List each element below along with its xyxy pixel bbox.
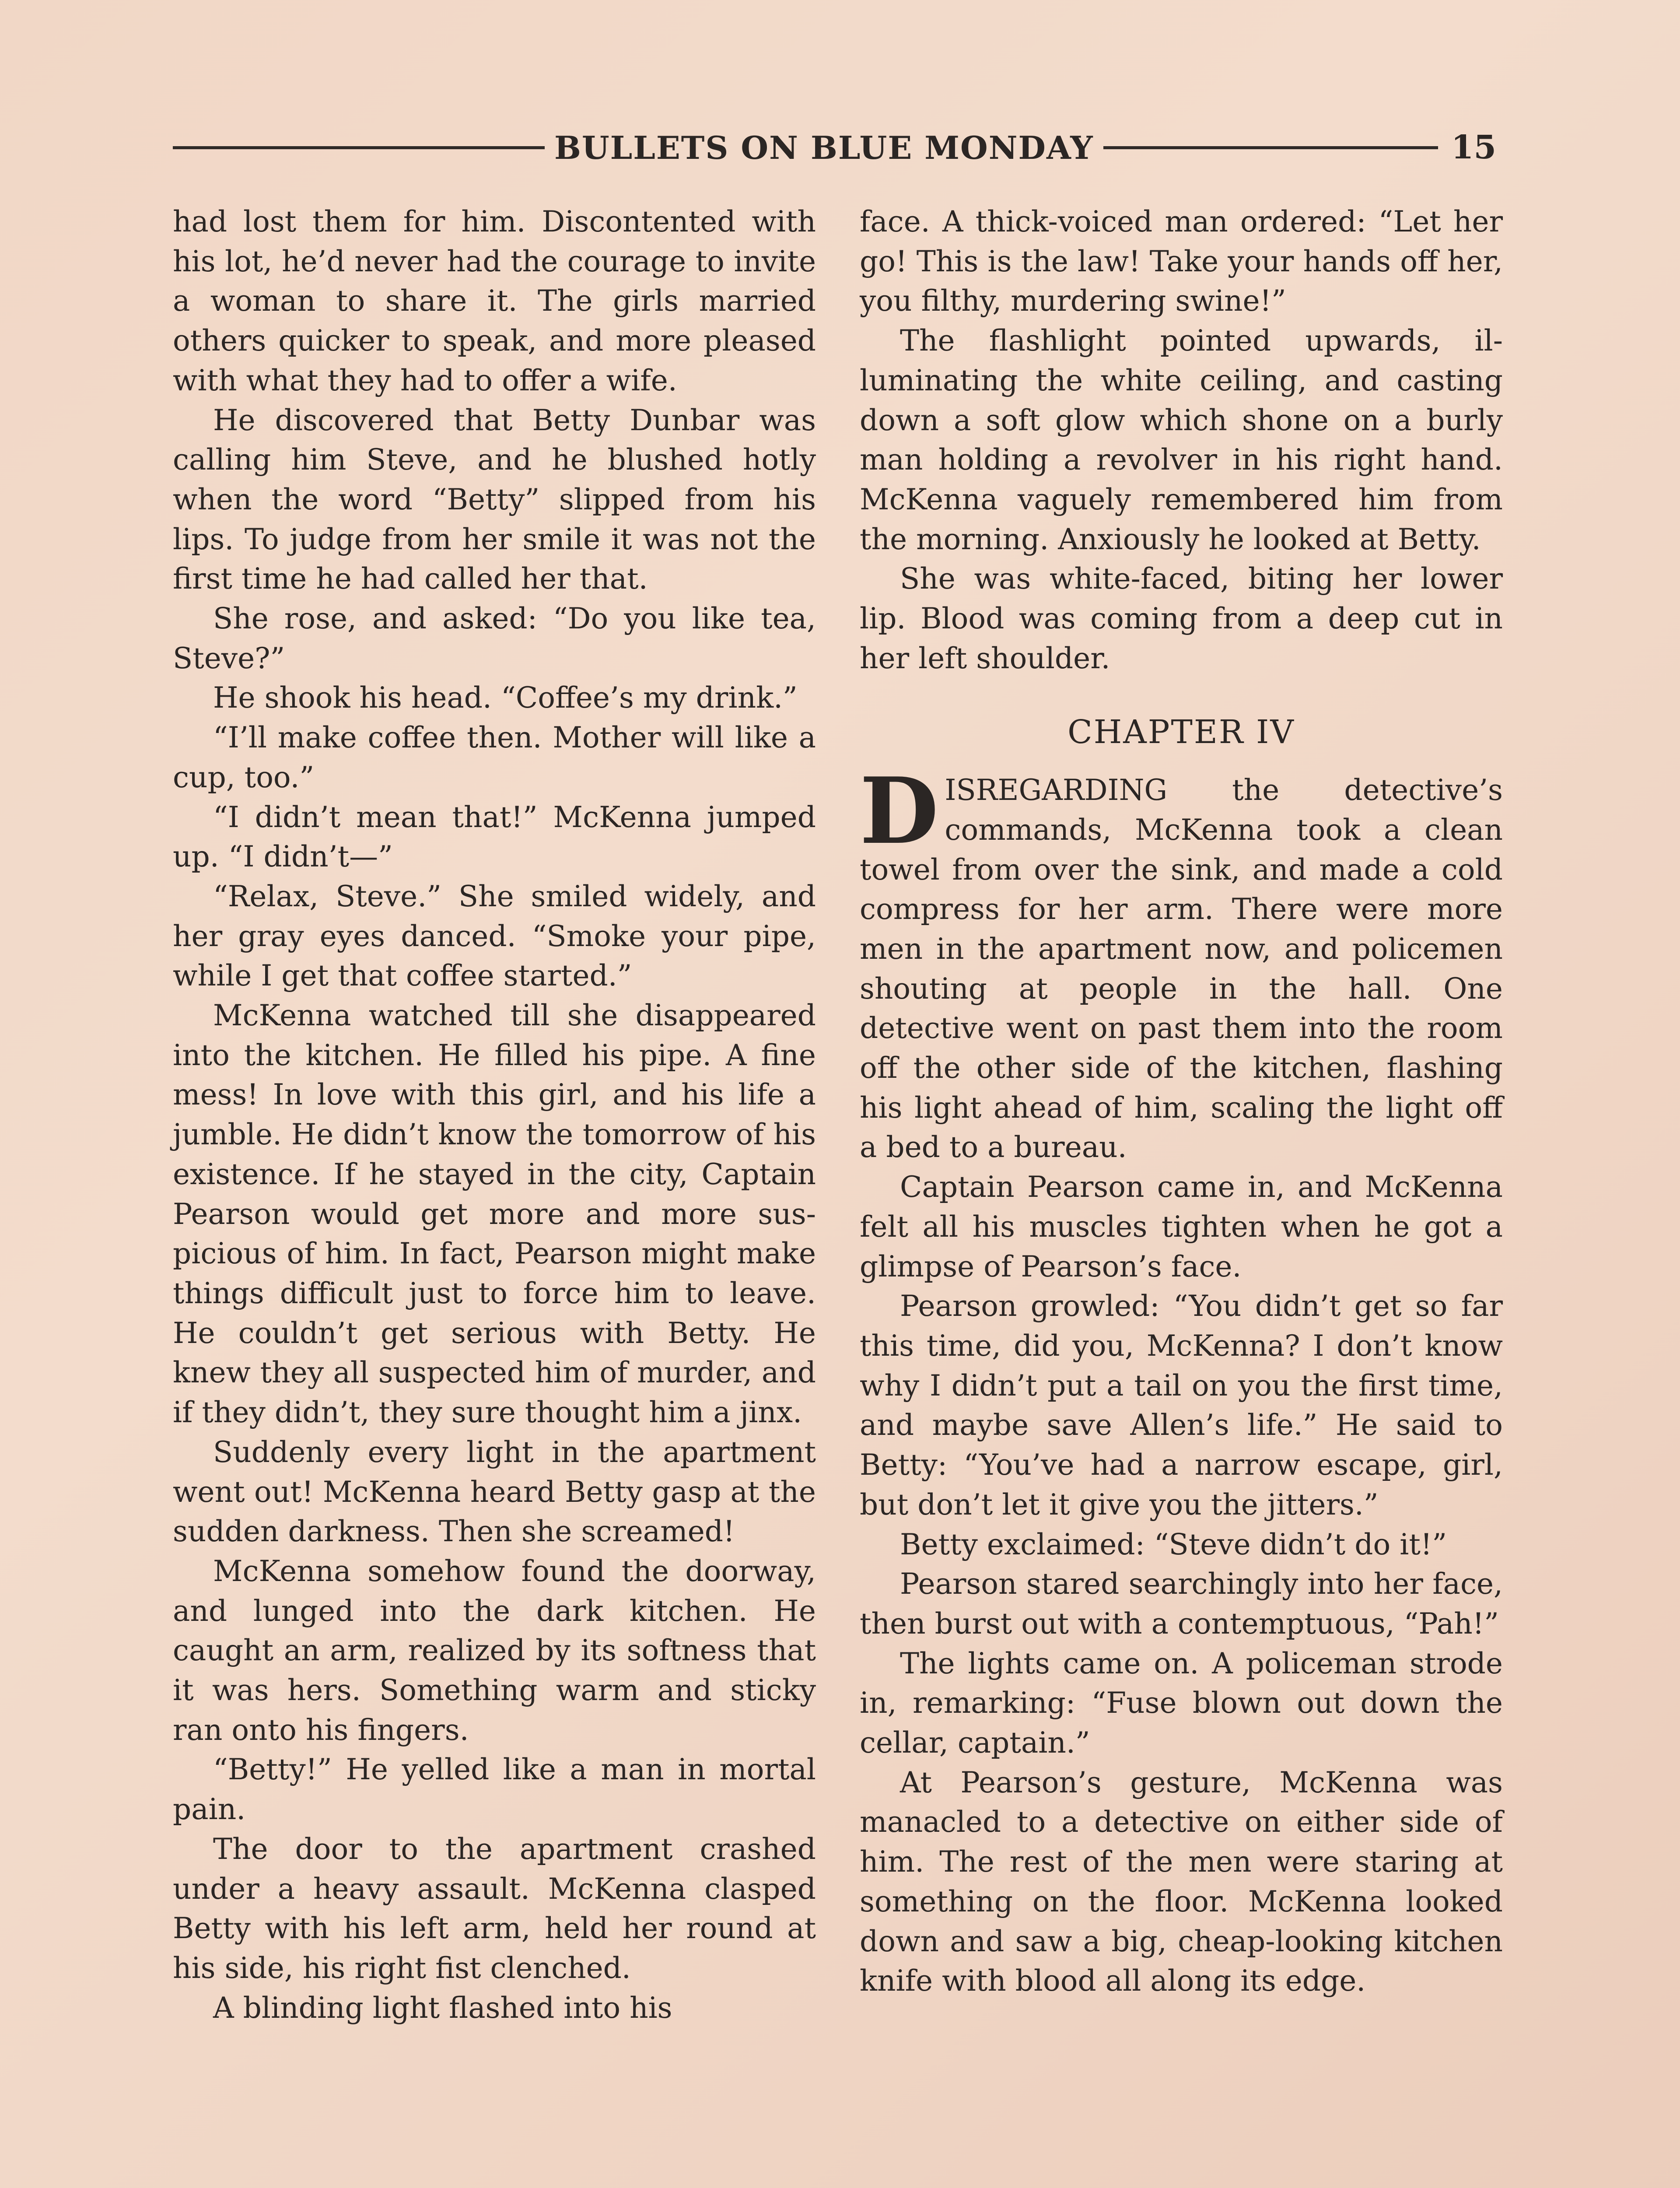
paragraph: had lost them for him. Discontented with his lot, he’d never had the courage to invite a woman to share it. The girls married others quicker to speak, and more pleased with what they had to offer a wife.: [173, 205, 816, 397]
left-column: [173, 202, 816, 2028]
header-rule-left: [173, 146, 545, 149]
paragraph: She rose, and asked: “Do you like tea, Steve?”: [173, 602, 816, 675]
paragraph: He shook his head. “Coffee’s my drink.”: [213, 681, 798, 715]
story-title: BULLETS ON BLUE MONDAY: [554, 129, 1094, 166]
paragraph: Betty exclaimed: “Steve didn’t do it!”: [900, 1527, 1447, 1561]
drop-cap: D: [860, 758, 939, 865]
paragraph: Captain Pearson came in, and McKenna felt all his muscles tighten when he got a glimpse of Pearson’s face.: [860, 1170, 1503, 1283]
chapter-heading: CHAPTER IV: [1068, 713, 1295, 751]
paragraph: “Betty!” He yelled like a man in mortal pain.: [173, 1753, 816, 1827]
paragraph: “I’ll make coffee then. Mother will like a cup, too.”: [173, 721, 816, 794]
chapter-opening-paragraph: [860, 758, 1503, 1168]
right-column: [860, 202, 1503, 2001]
paragraph: The door to the apartment crashed under a heavy assault. McKenna clasped Betty with his left arm, held her round at his side, his right fist clenched.: [173, 1832, 816, 1985]
paragraph: Pearson stared searchingly into her face, then burst out with a contemptuous, “Pah!”: [860, 1567, 1503, 1641]
paragraph: The flashlight pointed upwards, illuminating the white ceiling, and casting down a soft glow which shone on a burly man holding a revolver in his right hand. McKenna vaguely remembered him from the morning. Anxiously he looked at Betty.: [860, 324, 1503, 556]
paragraph: face. A thick-voiced man ordered: “Let her go! This is the law! Take your hands off her, you filthy, murdering swine!”: [860, 205, 1503, 318]
paragraph: “I didn’t mean that!” McKenna jumped up. “I didn’t—”: [173, 800, 816, 874]
page-number: 15: [1451, 129, 1496, 166]
paragraph: He discovered that Betty Dunbar was calling him Steve, and he blushed hotly when the word “Betty” slipped from his lips. To judge from her smile it was not the first time he had called her that.: [173, 403, 816, 596]
chapter-opening-text: ISREGARDING the detective’s commands, McKenna took a clean towel from over the sink, and made a cold compress for her arm. There were more men in the apartment now, and policemen shouting at people in the hall. One detective went on past them into the room off the other side of the kitchen, flashing his light ahead of him, scaling the light off a bed to a bureau.: [860, 773, 1503, 1164]
paragraph: She was white-faced, biting her lower lip. Blood was coming from a deep cut in her left shoulder.: [860, 562, 1503, 675]
paragraph: The lights came on. A policeman strode in, remarking: “Fuse blown out down the cellar, captain.”: [860, 1646, 1503, 1760]
paragraph: McKenna watched till she disappeared into the kitchen. He filled his pipe. A fine mess! In love with this girl, and his life a jumble. He didn’t know the tomorrow of his existence. If he stayed in the city, Captain Pearson would get more and more suspicious of him. In fact, Pearson might make things difficult just to force him to leave. He couldn’t get serious with Betty. He knew they all suspected him of murder, and if they didn’t, they sure thought him a jinx.: [173, 999, 816, 1430]
paragraph: At Pearson’s gesture, McKenna was manacled to a detective on either side of him. The rest of the men were staring at something on the floor. McKenna looked down and saw a big, cheap-looking kitchen knife with blood all along its edge.: [860, 1765, 1503, 1998]
header-rule-right: [1103, 146, 1438, 149]
running-header: [173, 119, 1496, 176]
paragraph: A blinding light flashed into his: [213, 1991, 672, 2025]
paragraph: McKenna somehow found the doorway, and lunged into the dark kitchen. He caught an arm, realized by its softness that it was hers. Something warm and sticky ran onto his fingers.: [173, 1554, 816, 1747]
paragraph: Suddenly every light in the apartment went out! McKenna heard Betty gasp at the sudden darkness. Then she screamed!: [173, 1435, 816, 1549]
paragraph: “Relax, Steve.” She smiled widely, and her gray eyes danced. “Smoke your pipe, while I get that coffee started.”: [173, 879, 816, 993]
paragraph: Pearson growled: “You didn’t get so far this time, did you, McKenna? I don’t know why I didn’t put a tail on you the first time, and maybe save Allen’s life.” He said to Betty: “You’ve had a narrow escape, girl, but don’t let it give you the jitters.”: [860, 1289, 1503, 1522]
